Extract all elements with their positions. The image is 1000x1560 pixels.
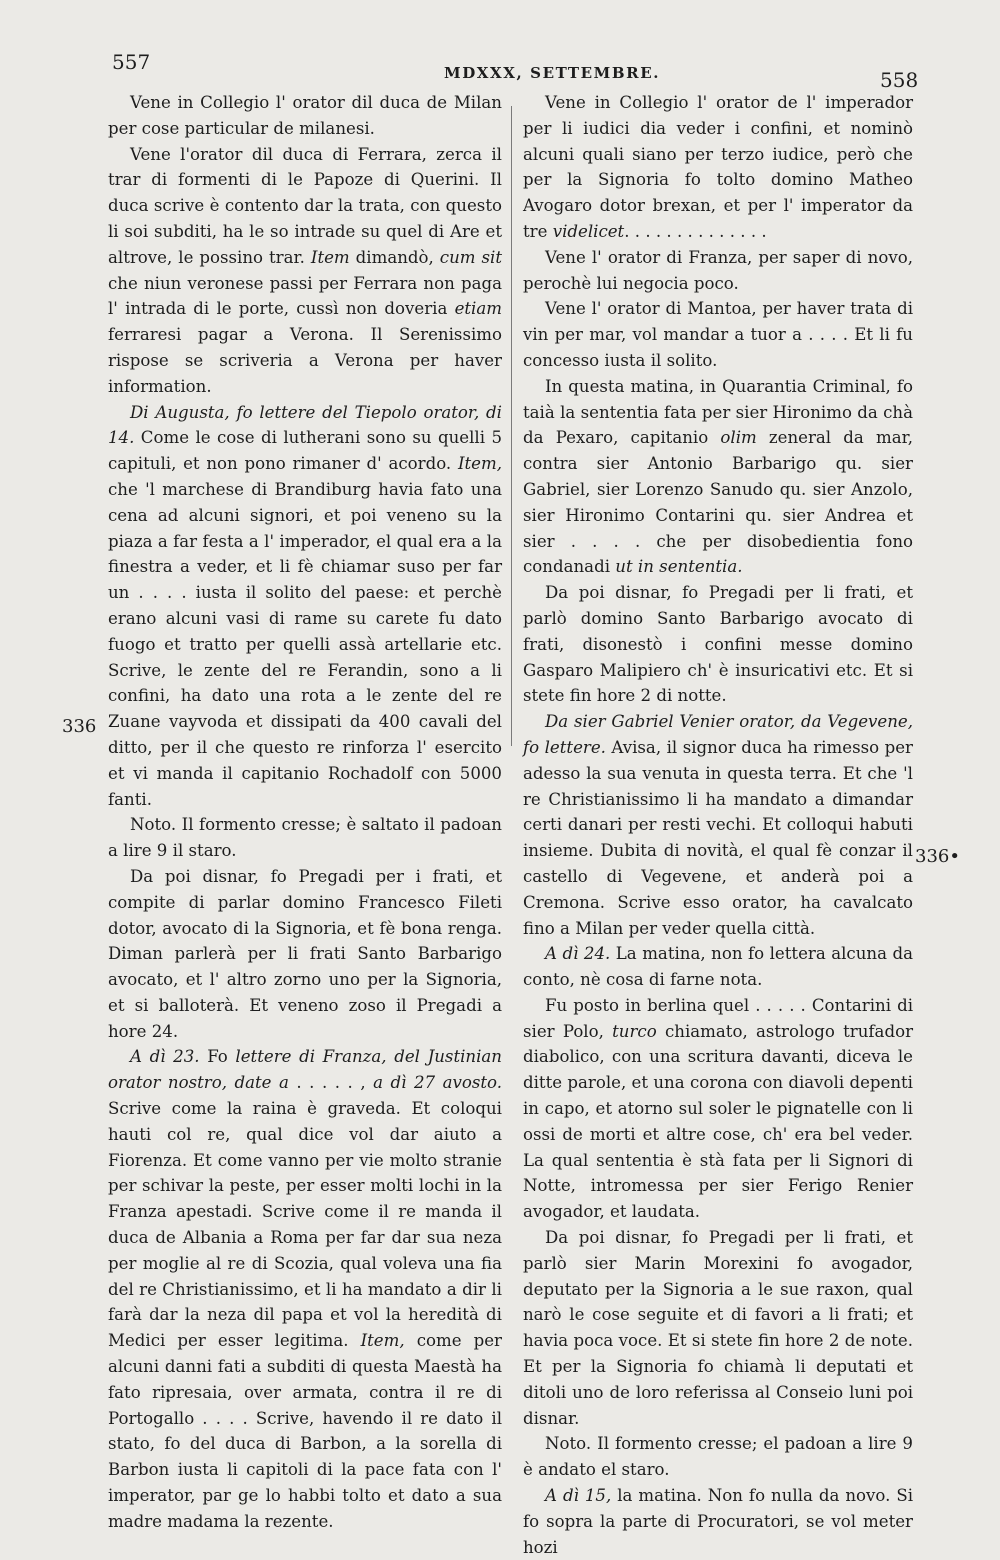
text-run: Vene l'orator dil duca di Ferrara, zerca il trar di formenti di le Papoze di Querini. Il duca scrive è contento dar la trata, con questo li soi subditi, ha le so intrade su quel di Are et altrove, le possino trar. xyxy=(108,144,502,267)
text-run: Noto. Il formento cresse; è saltato il padoan a lire 9 il staro. xyxy=(108,815,502,861)
paragraph xyxy=(108,812,502,864)
paragraph xyxy=(523,580,913,709)
paragraph xyxy=(523,90,913,245)
text-run: Come le cose di lutherani sono su quelli 5 capituli, et non pono rimaner d' acordo. xyxy=(108,428,502,474)
paragraph xyxy=(108,1044,502,1534)
italic-run: cum sit xyxy=(439,247,502,267)
left-page-number: 557 xyxy=(112,50,151,74)
text-run: zeneral da mar, contra sier Antonio Barbarigo qu. sier Gabriel, sier Lorenzo Sanudo qu. sier Anzolo, sier Hironimo Contarini qu. sier Andrea et sier . . . . che per disobedientia fono condanadi xyxy=(523,428,913,577)
italic-run: ut in sententia. xyxy=(615,557,743,577)
text-run: Fu posto in berlina quel . . . . . Contarini di sier Polo, xyxy=(523,995,913,1041)
text-run: Avisa, il signor duca ha rimesso per adesso la sua venuta in questa terra. Et che 'l re Christianissimo li ha mandato a dimandar certi danari per resti vechi. Et colloqui habuti insieme. Dubita di novità, el qual fè conzar il castello di Vegevene, et anderà poi a Cremona. Scrive esso orator, ha cavalcato fino a Milan per veder quella città. xyxy=(523,737,913,938)
paragraph xyxy=(523,1431,913,1483)
text-run: In questa matina, in Quarantia Criminal, fo taià la sententia fata per sier Hironimo da chà da Pexaro, capitanio xyxy=(523,376,913,448)
text-run: Da poi disnar, fo Pregadi per i frati, et compite di parlar domino Francesco Fileti dotor, avocato di la Signoria, et fè bona renga. Diman parlerà per li frati Santo Barbarigo avocato, et l' altro zorno uno per la Signoria, et si balloterà. Et veneno zoso il Pregadi a hore 24. xyxy=(108,866,502,1041)
paragraph xyxy=(523,1225,913,1431)
text-run: Scrive come la raina è graveda. Et coloqui hauti col re, qual dice vol dar aiuto a Fiorenza. Et come vanno per vie molto stranie per schivar la peste, per esser molti lochi in la Franza apestadi. Scrive come il re manda il duca de Albania a Roma per far dar sua neza per moglie al re di Scozia, qual voleva una fia del re Christianissimo, et li ha mandato a dir li farà dar la neza dil papa et vol la heredità di Medici per esser legitima. xyxy=(108,1099,502,1351)
paragraph xyxy=(108,90,502,142)
text-run: che 'l marchese di Brandiburg havia fato una cena ad alcuni signori, et poi veneno su la piaza a far festa a l' imperador, el qual era a la finestra a veder, et li fè chiamar suso per far un . . . . iusta il solito del paese: et perchè erano alcuni vasi di rame su carete fu dato fuogo et tratto per quelli assà artellarie etc. Scrive, le zente del re Ferandin, sono a li confini, ha dato una rota a le zente del re Zuane vayvoda et dissipati da 400 cavali del ditto, per il che questo re rinforza l' esercito et vi manda il capitanio Rochadolf con 5000 fanti. xyxy=(108,479,502,809)
paragraph xyxy=(523,993,913,1225)
text-run: che niun veronese passi per Ferrara non paga l' intrada di le porte, cussì non doveria xyxy=(108,273,502,319)
italic-run: etiam xyxy=(454,299,502,319)
left-text-column xyxy=(108,90,502,1535)
italic-run: Item xyxy=(310,247,350,267)
italic-run: Da sier Gabriel Venier orator, da Vegevene, fo lettere. xyxy=(523,712,913,757)
text-run: Noto. Il formento cresse; el padoan a lire 9 è andato el staro. xyxy=(523,1434,913,1480)
paragraph xyxy=(108,864,502,1045)
text-run: come per alcuni danni fati a subditi di questa Maestà ha fato ripresaia, over armata, contra il re di Portogallo . . . . Scrive, havendo il re dato il stato, fo del duca di Barbon, a la sorella di Barbon iusta li capitoli di la pace fata con l' imperator, par ge lo habbi tolto et dato a sua madre madama la rezente. xyxy=(108,1331,502,1531)
italic-run: Item, xyxy=(457,454,502,474)
paragraph xyxy=(523,1483,913,1560)
italic-run: A dì 15, xyxy=(545,1486,612,1506)
italic-run: A dì 23. xyxy=(130,1047,200,1067)
column-divider xyxy=(511,106,512,746)
paragraph xyxy=(523,296,913,373)
italic-run: a dì 27 avosto. xyxy=(373,1073,502,1093)
text-run: la matina. Non fo nulla da novo. Si fo sopra la parte di Procuratori, se vol meter hozi xyxy=(523,1486,914,1557)
text-run: Vene l' orator di Franza, per saper di novo, perochè lui negocia poco. xyxy=(523,247,913,293)
text-run: . . . . . , xyxy=(288,1073,374,1093)
paragraph xyxy=(523,941,913,993)
running-title: MDXXX, SETTEMBRE. xyxy=(444,64,661,82)
paragraph xyxy=(523,245,913,297)
text-run: chiamato, astrologo trufador diabolico, con una scritura davanti, diceva le ditte parole, et una corona con diavoli depenti in capo, et atorno sul soler le pignatelle con li ossi de morti et altre cose, ch' era bel veder. La qual sententia è stà fata per li Signori di Notte, intromessa per sier Ferigo Renier avogador, et laudata. xyxy=(523,1021,913,1222)
right-page-number: 558 xyxy=(880,68,919,92)
italic-run: Di Augusta, fo lettere del Tiepolo orator, di 14. xyxy=(108,402,502,448)
text-run: Vene in Collegio l' orator dil duca de Milan per cose particular de milanesi. xyxy=(108,93,502,138)
text-run: Da poi disnar, fo Pregadi per li frati, et parlò domino Santo Barbarigo avocato di frati, disonestò i confini messe domino Gasparo Malipiero ch' è insuricativi etc. Et si stete fin hore 2 di notte. xyxy=(523,583,913,706)
text-run: Vene in Collegio l' orator de l' imperador per li iudici dia veder i confini, et nominò alcuni quali siano per terzo iudice, però che per la Signoria fo tolto domino Matheo Avogaro dotor brexan, et per l' imperator da tre xyxy=(523,93,913,241)
italic-run: Item, xyxy=(360,1331,405,1351)
paragraph xyxy=(108,142,502,400)
text-run: dimandò, xyxy=(349,247,440,267)
text-run: ferraresi pagar a Verona. Il Serenissimo rispose se scriveria a Verona per haver information. xyxy=(108,325,502,396)
margin-number-right: 336• xyxy=(915,846,960,867)
italic-run: turco xyxy=(612,1021,657,1041)
text-run: Da poi disnar, fo Pregadi per li frati, et parlò sier Marin Morexini fo avogador, deputato per la Signoria a le sue raxon, qual narò le cose seguite et di favori a li frati; et havia poca voce. Et si stete fin hore 2 de note. Et per la Signoria fo chiamà li deputati et ditoli uno de loro referissa al Conseio luni poi disnar. xyxy=(523,1228,913,1428)
text-run: Vene l' orator di Mantoa, per haver trata di vin per mar, vol mandar a tuor a . . . . Et li fu concesso iusta il solito. xyxy=(523,299,913,370)
text-run: Fo xyxy=(199,1047,236,1067)
text-run: La matina, non fo lettera alcuna da conto, nè cosa di farne nota. xyxy=(523,944,913,990)
italic-run: videlicet xyxy=(552,221,625,241)
paragraph xyxy=(523,374,913,580)
text-run: . . . . . . . . . . . . . . xyxy=(624,221,767,241)
right-text-column xyxy=(523,90,913,1560)
paragraph xyxy=(523,709,913,941)
italic-run: A dì 24. xyxy=(545,944,611,964)
margin-number-left: 336 xyxy=(62,716,97,737)
italic-run: olim xyxy=(720,428,757,448)
paragraph xyxy=(108,400,502,813)
italic-run: lettere di Franza, del Justinian orator nostro, date a xyxy=(108,1047,502,1093)
